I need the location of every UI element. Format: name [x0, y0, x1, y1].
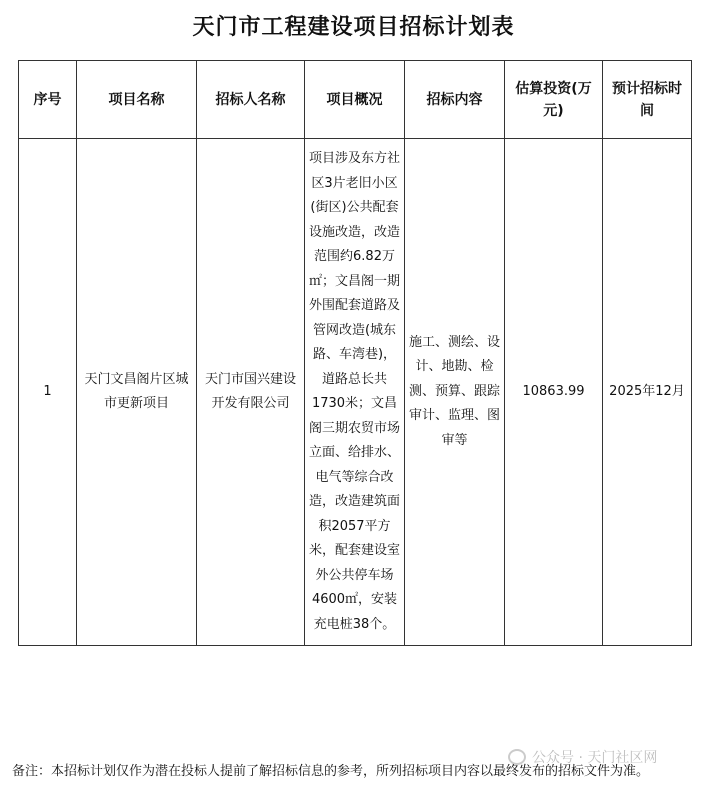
header-content: 招标内容 [405, 61, 505, 139]
page-title: 天门市工程建设项目招标计划表 [192, 14, 515, 40]
header-time: 预计招标时间 [603, 61, 692, 139]
header-investment: 估算投资(万元) [505, 61, 603, 139]
header-overview: 项目概况 [305, 61, 405, 139]
cell-overview: 项目涉及东方社区3片老旧小区(街区)公共配套设施改造，改造范围约6.82万㎡；文昌阁一期外围配套道路及管网改造(城东路、车湾巷)，道路总长共1730米；文昌阁三期农贸市场立面、给排水、电气等综合改造，改造建筑面积2057平方米，配套建设室外公共停车场4600㎡，安装充电桩38个。 [305, 139, 405, 646]
table-row [19, 139, 692, 646]
cell-project-name: 天门文昌阁片区城市更新项目 [77, 139, 197, 646]
footnote: 备注：本招标计划仅作为潜在投标人提前了解招标信息的参考，所列招标项目内容以最终发布的招标文件为准。 [12, 764, 650, 779]
cell-seq: 1 [19, 139, 77, 646]
cell-investment: 10863.99 [505, 139, 603, 646]
header-tenderer: 招标人名称 [197, 61, 305, 139]
header-seq: 序号 [19, 61, 77, 139]
table-header-row [19, 61, 692, 139]
watermark-text: 公众号 · 天门社区网 [532, 750, 658, 766]
header-project-name: 项目名称 [77, 61, 197, 139]
cell-time: 2025年12月 [603, 139, 692, 646]
tender-plan-table [18, 60, 692, 646]
cell-tenderer: 天门市国兴建设开发有限公司 [197, 139, 305, 646]
cell-content: 施工、测绘、设计、地勘、检测、预算、跟踪审计、监理、图审等 [405, 139, 505, 646]
